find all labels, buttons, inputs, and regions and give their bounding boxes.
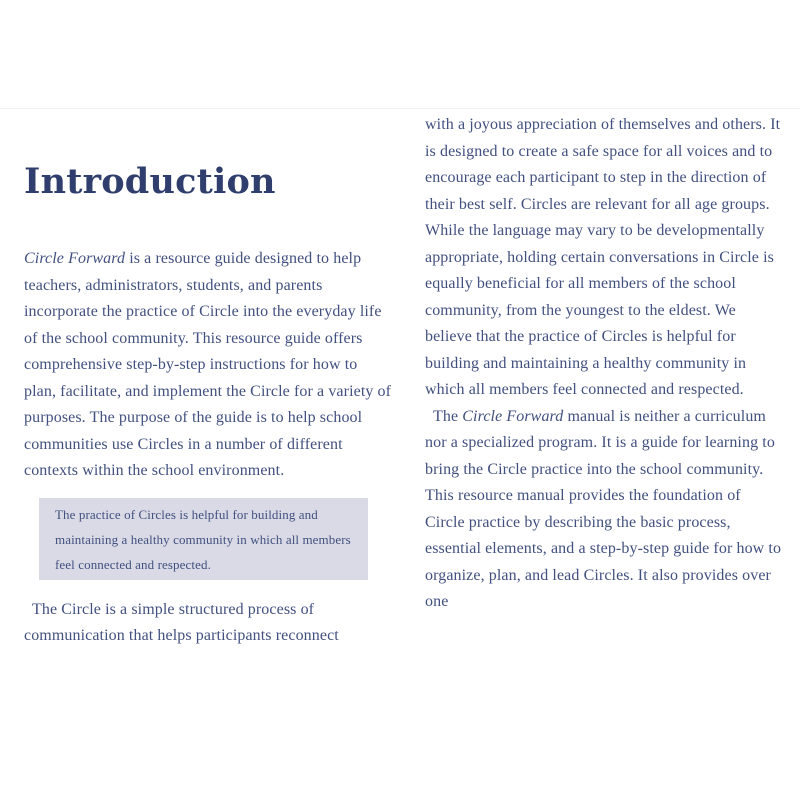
left-paragraph-1-text: is a resource guide designed to help teachers, administrators, students, and parents incorporate the practice of Circle into the everyday life of the school community. This resource guide offers comprehensive step-by-step instructions for how to plan, facilitate, and implement the Circle for a variety of purposes. The purpose of the guide is to help school communities use Circles in a number of different contexts within the school environment. (24, 250, 392, 479)
left-paragraph-1 (24, 246, 392, 485)
right-paragraph-1: with a joyous appreciation of themselves and others. It is designed to create a safe space for all voices and to encourage each participant to step in the direction of their best self. Circles are relevant for all age groups. While the language may vary to be developmentally appropriate, holding certain conversations in Circle is equally beneficial for all members of the school community, from the youngest to the eldest. We believe that the practice of Circles is helpful for building and maintaining a healthy community in which all members feel connected and respected. (425, 116, 781, 398)
right-paragraph-2-text: manual is neither a curriculum nor a specialized program. It is a guide for learning to bring the Circle practice into the school community. This resource manual provides the foundation of Circle practice by describing the basic process, essential elements, and a step-by-step guide for how to organize, plan, and lead Circles. It also provides over one (425, 407, 782, 610)
right-text-column (425, 112, 783, 616)
page-top-divider (0, 108, 800, 109)
book-title-italic: Circle Forward (24, 250, 126, 267)
book-title-italic: Circle Forward (462, 407, 564, 425)
pull-quote-box (39, 498, 368, 580)
left-text-column (24, 160, 392, 650)
right-paragraph-2 (425, 404, 783, 616)
left-paragraph-2: The Circle is a simple structured process of communication that helps participants reconnect (24, 600, 339, 644)
chapter-title: Introduction (24, 161, 276, 202)
pull-quote-text: The practice of Circles is helpful for building and maintaining a healthy community in which all members feel connected and respected. (55, 506, 351, 572)
right-paragraph-2-lead: The (433, 407, 463, 425)
